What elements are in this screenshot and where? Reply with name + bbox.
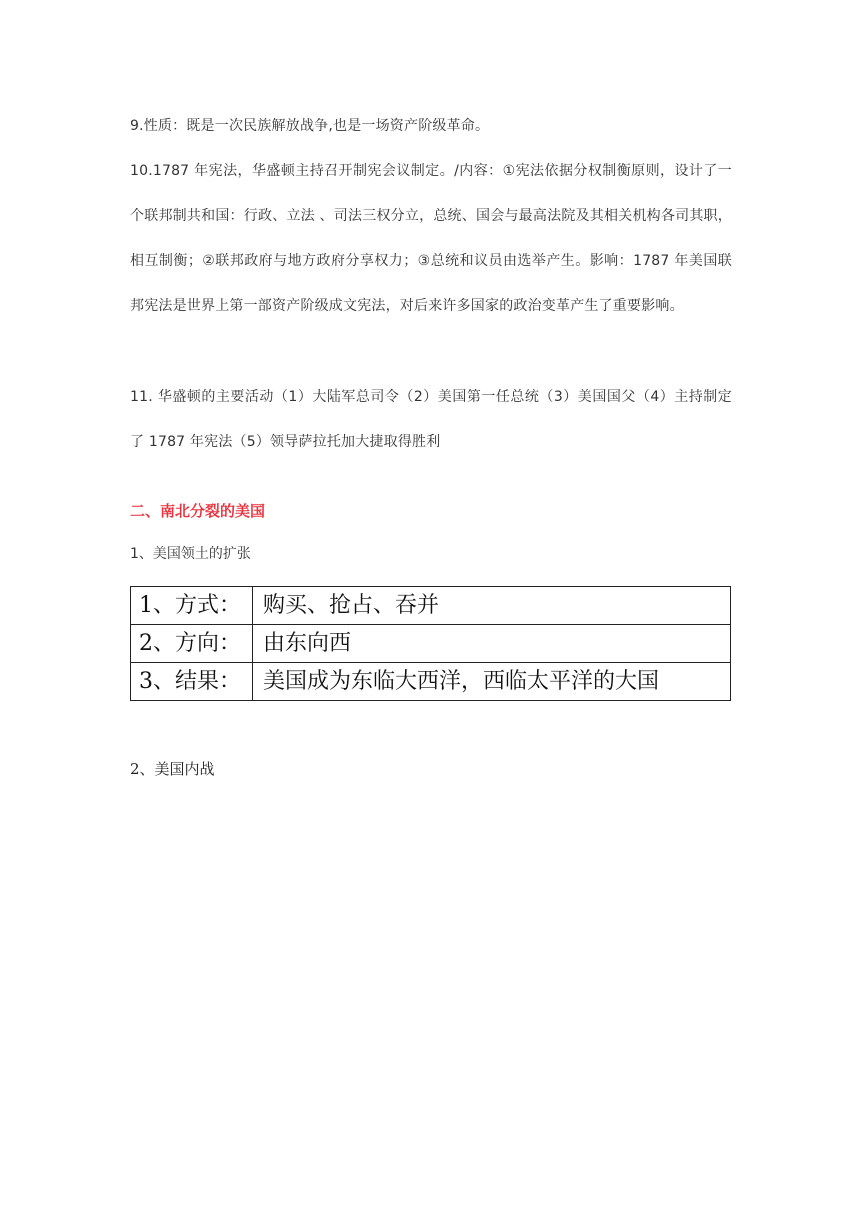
table-cell-value: 由东向西 bbox=[253, 625, 731, 663]
paragraph-item-11: 11. 华盛顿的主要活动（1）大陆军总司令（2）美国第一任总统（3）美国国父（4）主持制定了 1787 年宪法（5）领导萨拉托加大捷取得胜利 bbox=[130, 389, 732, 450]
table-cell-value: 购买、抢占、吞并 bbox=[253, 587, 731, 625]
table-row bbox=[131, 587, 731, 625]
territory-expansion-table bbox=[130, 586, 731, 701]
table-cell-value: 美国成为东临大西洋，西临太平洋的大国 bbox=[253, 663, 731, 701]
table-cell-key: 3、结果： bbox=[131, 663, 253, 701]
subheading-territory-expansion: 1、美国领土的扩张 bbox=[130, 546, 251, 562]
subheading-civil-war: 2、美国内战 bbox=[130, 760, 215, 778]
table-row bbox=[131, 663, 731, 701]
paragraph-item-10: 10.1787 年宪法，华盛顿主持召开制宪会议制定。/内容：①宪法依据分权制衡原则，设计了一个联邦制共和国：行政、立法 、司法三权分立，总统、国会与最高法院及其相关机构各司其职，相互制衡；②联邦政府与地方政府分享权力；③总统和议员由选举产生。影响：1787 年美国联邦宪法是世界上第一部资产阶级成文宪法，对后来许多国家的政治变革产生了重要影响。 bbox=[130, 163, 732, 314]
table-row bbox=[131, 625, 731, 663]
section-heading: 二、南北分裂的美国 bbox=[130, 502, 266, 520]
table-cell-key: 1、方式： bbox=[131, 587, 253, 625]
table-cell-key: 2、方向： bbox=[131, 625, 253, 663]
paragraph-item-9: 9.性质：既是一次民族解放战争,也是一场资产阶级革命。 bbox=[130, 118, 490, 134]
